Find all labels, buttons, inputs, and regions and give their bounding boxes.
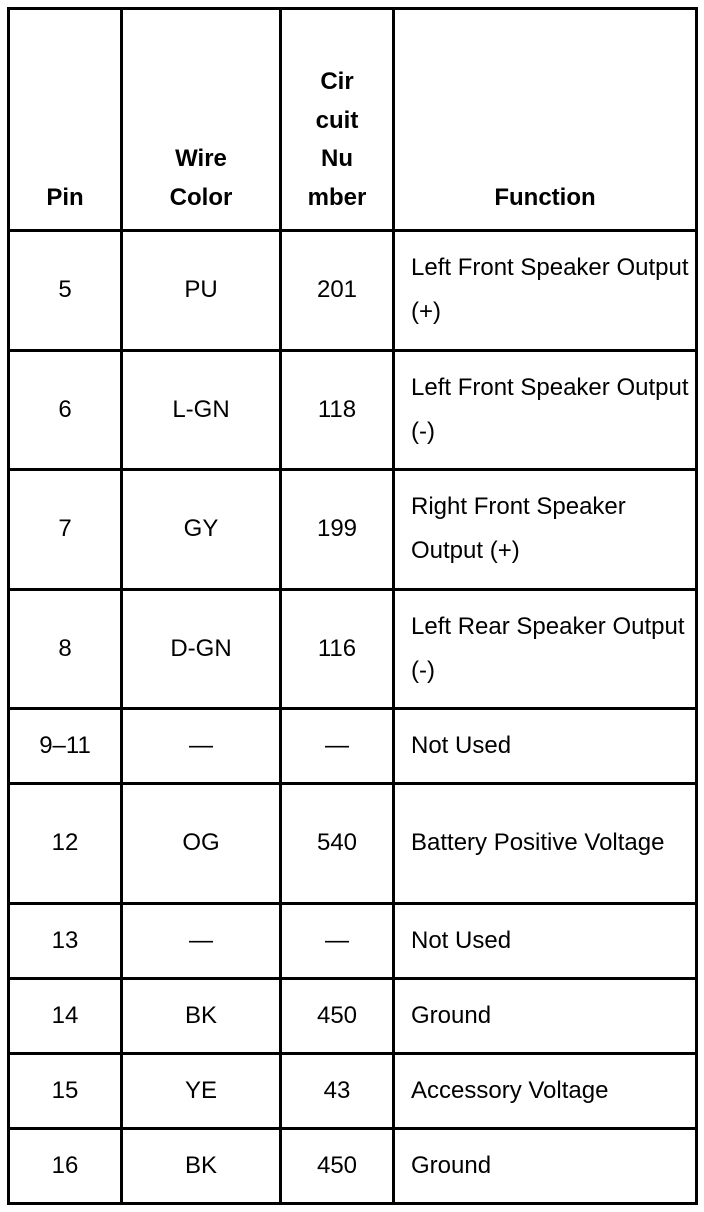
table-row <box>9 709 697 784</box>
pin-cell: 15 <box>9 1053 122 1128</box>
circuit-cell: — <box>281 709 394 784</box>
connector-pinout-table <box>7 7 698 1205</box>
wire-color-cell: OG <box>122 784 281 904</box>
header-pin: Pin <box>9 9 122 231</box>
function-cell: Not Used <box>394 709 697 784</box>
table-row <box>9 589 697 709</box>
wire-color-cell: — <box>122 709 281 784</box>
function-cell: Left Front Speaker Output (-) <box>394 350 697 470</box>
pin-cell: 6 <box>9 350 122 470</box>
pin-cell: 9–11 <box>9 709 122 784</box>
table-row <box>9 784 697 904</box>
circuit-cell: 118 <box>281 350 394 470</box>
circuit-cell: 540 <box>281 784 394 904</box>
table-row <box>9 1128 697 1203</box>
wire-color-cell: BK <box>122 978 281 1053</box>
table-header-row <box>9 9 697 231</box>
circuit-cell: 43 <box>281 1053 394 1128</box>
function-cell: Left Rear Speaker Output (-) <box>394 589 697 709</box>
function-cell: Ground <box>394 978 697 1053</box>
table-row <box>9 350 697 470</box>
circuit-cell: 450 <box>281 978 394 1053</box>
function-cell: Battery Positive Voltage <box>394 784 697 904</box>
pin-cell: 5 <box>9 231 122 351</box>
table-row <box>9 903 697 978</box>
wire-color-cell: — <box>122 903 281 978</box>
pin-cell: 16 <box>9 1128 122 1203</box>
function-cell: Not Used <box>394 903 697 978</box>
header-function: Function <box>394 9 697 231</box>
pin-cell: 14 <box>9 978 122 1053</box>
wire-color-cell: L-GN <box>122 350 281 470</box>
circuit-cell: 199 <box>281 470 394 590</box>
function-cell: Left Front Speaker Output (+) <box>394 231 697 351</box>
table-row <box>9 1053 697 1128</box>
circuit-cell: 116 <box>281 589 394 709</box>
wire-color-cell: BK <box>122 1128 281 1203</box>
table-row <box>9 231 697 351</box>
header-circuit-number: Cir cuit Nu mber <box>281 9 394 231</box>
function-cell: Ground <box>394 1128 697 1203</box>
table-row <box>9 470 697 590</box>
function-cell: Right Front Speaker Output (+) <box>394 470 697 590</box>
wire-color-cell: YE <box>122 1053 281 1128</box>
circuit-cell: 201 <box>281 231 394 351</box>
pin-cell: 7 <box>9 470 122 590</box>
pin-cell: 13 <box>9 903 122 978</box>
wire-color-cell: GY <box>122 470 281 590</box>
header-wire-color: Wire Color <box>122 9 281 231</box>
wire-color-cell: PU <box>122 231 281 351</box>
wire-color-cell: D-GN <box>122 589 281 709</box>
pin-cell: 12 <box>9 784 122 904</box>
circuit-cell: 450 <box>281 1128 394 1203</box>
pin-cell: 8 <box>9 589 122 709</box>
table-row <box>9 978 697 1053</box>
circuit-cell: — <box>281 903 394 978</box>
function-cell: Accessory Voltage <box>394 1053 697 1128</box>
